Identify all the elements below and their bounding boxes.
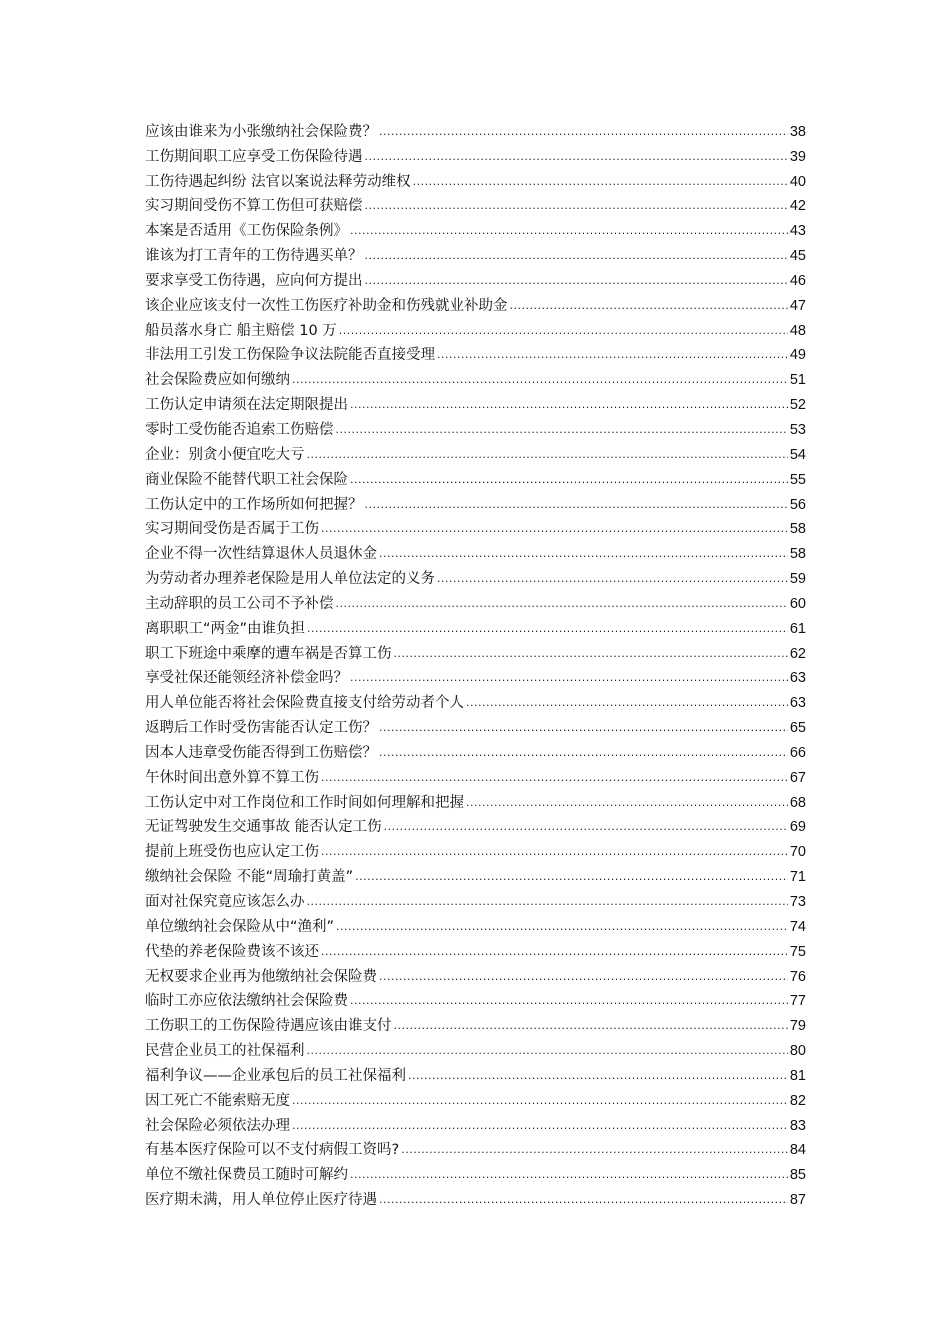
toc-entry-page-number: 47: [789, 297, 806, 314]
toc-entry-page-number: 70: [789, 844, 806, 861]
toc-entry[interactable]: [145, 191, 806, 216]
toc-entry-title: 谁该为打工青年的工伤待遇买单？: [145, 248, 363, 265]
toc-entry-page-number: 81: [789, 1067, 806, 1084]
toc-entry[interactable]: [145, 638, 806, 663]
toc-entry-page-number: 85: [789, 1167, 806, 1184]
toc-entry[interactable]: [145, 936, 806, 961]
toc-entry-title: 缴纳社会保险 不能“周瑜打黄盖”: [145, 869, 354, 886]
toc-entry-page-number: 61: [789, 620, 806, 637]
toc-dot-leader: [339, 322, 788, 340]
toc-entry[interactable]: [145, 315, 806, 340]
toc-entry-title: 代垫的养老保险费该不该还: [145, 943, 319, 960]
toc-entry-title: 企业：别贪小便宜吃大亏: [145, 446, 305, 463]
toc-dot-leader: [413, 173, 788, 191]
toc-dot-leader: [350, 669, 788, 687]
toc-entry-page-number: 59: [789, 571, 806, 588]
toc-entry-page-number: 62: [789, 645, 806, 662]
toc-entry-page-number: 69: [789, 819, 806, 836]
toc-entry-title: 船员落水身亡 船主赔偿 10 万: [145, 322, 337, 339]
toc-entry-title: 有基本医疗保险可以不支付病假工资吗?: [145, 1142, 400, 1159]
toc-dot-leader: [350, 471, 788, 489]
toc-entry-title: 工伤职工的工伤保险待遇应该由谁支付: [145, 1018, 392, 1035]
toc-entry-title: 工伤待遇起纠纷 法官以案说法释劳动维权: [145, 173, 411, 190]
toc-entry-page-number: 51: [789, 372, 806, 389]
toc-entry-title: 无证驾驶发生交通事故 能否认定工伤: [145, 819, 382, 836]
toc-entry-page-number: 58: [789, 521, 806, 538]
toc-entry-page-number: 76: [789, 968, 806, 985]
toc-entry-page-number: 42: [789, 198, 806, 215]
toc-dot-leader: [466, 694, 788, 712]
toc-dot-leader: [437, 346, 788, 364]
toc-entry-title: 本案是否适用《工伤保险条例》: [145, 223, 348, 240]
toc-dot-leader: [336, 918, 788, 936]
toc-entry-title: 企业不得一次性结算退休人员退休金: [145, 546, 377, 563]
toc-dot-leader: [365, 496, 788, 514]
toc-entry[interactable]: [145, 613, 806, 638]
toc-dot-leader: [394, 645, 788, 663]
toc-dot-leader: [307, 1042, 788, 1060]
toc-entry[interactable]: [145, 414, 806, 439]
toc-entry-title: 福利争议——企业承包后的员工社保福利: [145, 1067, 406, 1084]
toc-entry-page-number: 87: [789, 1192, 806, 1209]
toc-entry-page-number: 75: [789, 943, 806, 960]
toc-entry[interactable]: [145, 290, 806, 315]
toc-entry-page-number: 58: [789, 546, 806, 563]
toc-dot-leader: [510, 297, 788, 315]
toc-entry[interactable]: [145, 911, 806, 936]
toc-entry[interactable]: [145, 1110, 806, 1135]
toc-entry-title: 临时工亦应依法缴纳社会保险费: [145, 993, 348, 1010]
toc-entry[interactable]: [145, 836, 806, 861]
toc-dot-leader: [292, 1092, 788, 1110]
toc-entry-page-number: 48: [789, 322, 806, 339]
toc-dot-leader: [379, 123, 788, 141]
toc-entry-page-number: 52: [789, 397, 806, 414]
toc-dot-leader: [384, 818, 788, 836]
toc-entry-page-number: 54: [789, 446, 806, 463]
toc-entry-title: 职工下班途中乘摩的遭车祸是否算工伤: [145, 645, 392, 662]
toc-dot-leader: [321, 943, 788, 961]
toc-entry-page-number: 73: [789, 894, 806, 910]
toc-dot-leader: [307, 893, 788, 911]
toc-entry-title: 工伤认定中的工作场所如何把握？: [145, 496, 363, 513]
toc-entry-title: 因工死亡不能索赔无度: [145, 1092, 290, 1109]
toc-entry-title: 工伤认定中对工作岗位和工作时间如何理解和把握: [145, 794, 464, 811]
toc-entry-title: 该企业应该支付一次性工伤医疗补助金和伤残就业补助金: [145, 297, 508, 314]
toc-entry-title: 社会保险费应如何缴纳: [145, 372, 290, 389]
toc-entry-page-number: 39: [789, 148, 806, 165]
toc-entry[interactable]: [145, 1184, 806, 1209]
toc-entry-title: 实习期间受伤不算工伤但可获赔偿: [145, 198, 363, 215]
toc-entry-title: 应该由谁来为小张缴纳社会保险费？: [145, 123, 377, 140]
toc-dot-leader: [437, 570, 788, 588]
toc-entry-page-number: 71: [789, 869, 806, 886]
toc-entry[interactable]: [145, 489, 806, 514]
toc-dot-leader: [292, 1117, 788, 1135]
toc-dot-leader: [365, 197, 788, 215]
toc-entry-title: 因本人违章受伤能否得到工伤赔偿？: [145, 744, 377, 761]
toc-entry-title: 无权要求企业再为他缴纳社会保险费: [145, 968, 377, 985]
toc-dot-leader: [365, 272, 788, 290]
toc-entry[interactable]: [145, 737, 806, 762]
toc-entry-page-number: 49: [789, 347, 806, 364]
toc-entry-page-number: 55: [789, 471, 806, 488]
toc-entry-page-number: 46: [789, 272, 806, 289]
toc-entry[interactable]: [145, 1159, 806, 1184]
toc-entry[interactable]: [145, 265, 806, 290]
toc-entry-title: 返聘后工作时受伤害能否认定工伤？: [145, 720, 377, 737]
toc-entry[interactable]: [145, 812, 806, 837]
toc-dot-leader: [394, 1017, 788, 1035]
toc-entry-page-number: 65: [789, 720, 806, 737]
toc-entry-title: 零时工受伤能否追索工伤赔偿: [145, 421, 334, 438]
toc-entry-page-number: 67: [789, 769, 806, 786]
toc-entry[interactable]: [145, 340, 806, 365]
toc-entry-page-number: 82: [789, 1092, 806, 1109]
toc-dot-leader: [408, 1067, 788, 1085]
toc-entry[interactable]: [145, 364, 806, 389]
toc-entry-page-number: 45: [789, 248, 806, 265]
toc-entry-title: 非法用工引发工伤保险争议法院能否直接受理: [145, 347, 435, 364]
toc-entry[interactable]: [145, 538, 806, 563]
toc-dot-leader: [379, 1191, 788, 1209]
toc-entry-title: 民营企业员工的社保福利: [145, 1043, 305, 1060]
toc-dot-leader: [350, 222, 788, 240]
toc-entry[interactable]: [145, 1135, 806, 1160]
toc-entry[interactable]: [145, 439, 806, 464]
toc-entry-page-number: 40: [789, 173, 806, 190]
toc-entry-title: 实习期间受伤是否属于工伤: [145, 521, 319, 538]
toc-entry-title: 工伤期间职工应享受工伤保险待遇: [145, 148, 363, 165]
toc-entry-title: 用人单位能否将社会保险费直接支付给劳动者个人: [145, 695, 464, 712]
toc-entry[interactable]: [145, 141, 806, 166]
toc-entry-page-number: 79: [789, 1018, 806, 1035]
toc-entry[interactable]: [145, 116, 806, 141]
toc-entry[interactable]: [145, 986, 806, 1011]
toc-entry[interactable]: [145, 464, 806, 489]
toc-entry-page-number: 84: [789, 1142, 806, 1159]
toc-entry[interactable]: [145, 514, 806, 539]
toc-entry-title: 为劳动者办理养老保险是用人单位法定的义务: [145, 571, 435, 588]
toc-entry-page-number: 77: [789, 993, 806, 1010]
toc-entry-page-number: 38: [789, 123, 806, 140]
toc-dot-leader: [350, 1166, 788, 1184]
toc-entry[interactable]: [145, 663, 806, 688]
toc-entry-title: 提前上班受伤也应认定工伤: [145, 844, 319, 861]
toc-entry[interactable]: [145, 861, 806, 886]
toc-dot-leader: [336, 595, 788, 613]
toc-entry-title: 工伤认定申请须在法定期限提出: [145, 397, 348, 414]
toc-entry[interactable]: [145, 762, 806, 787]
toc-entry[interactable]: [145, 563, 806, 588]
toc-dot-leader: [401, 1141, 788, 1159]
toc-entry-title: 社会保险必须依法办理: [145, 1117, 290, 1134]
toc-entry[interactable]: [145, 886, 806, 911]
toc-entry[interactable]: [145, 787, 806, 812]
toc-entry[interactable]: [145, 1085, 806, 1110]
toc-dot-leader: [365, 148, 788, 166]
toc-dot-leader: [466, 794, 788, 812]
toc-entry[interactable]: [145, 215, 806, 240]
toc-entry-title: 离职职工“两金”由谁负担: [145, 620, 306, 637]
toc-entry-page-number: 83: [789, 1117, 806, 1134]
toc-dot-leader: [379, 744, 788, 762]
toc-entry[interactable]: [145, 166, 806, 191]
toc-entry-title: 要求享受工伤待遇，应向何方提出: [145, 272, 363, 289]
toc-dot-leader: [379, 968, 788, 986]
toc-entry-page-number: 80: [789, 1043, 806, 1060]
toc-entry-title: 面对社保究竟应该怎么办: [145, 894, 305, 910]
toc-entry-page-number: 63: [789, 695, 806, 712]
toc-entry-title: 主动辞职的员工公司不予补偿: [145, 595, 334, 612]
toc-dot-leader: [379, 545, 788, 563]
toc-entry-page-number: 66: [789, 744, 806, 761]
toc-dot-leader: [336, 421, 788, 439]
toc-entry[interactable]: [145, 1010, 806, 1035]
toc-dot-leader: [350, 396, 788, 414]
toc-dot-leader: [321, 769, 788, 787]
toc-dot-leader: [350, 992, 788, 1010]
toc-entry-title: 享受社保还能领经济补偿金吗？: [145, 670, 348, 687]
toc-entry-page-number: 56: [789, 496, 806, 513]
toc-entry[interactable]: [145, 1035, 806, 1060]
toc-entry-title: 午休时间出意外算不算工伤: [145, 769, 319, 786]
toc-entry-page-number: 60: [789, 595, 806, 612]
toc-entry[interactable]: [145, 389, 806, 414]
toc-dot-leader: [307, 446, 788, 464]
toc-dot-leader: [292, 371, 788, 389]
toc-entry-title: 单位不缴社保费员工随时可解约: [145, 1167, 348, 1184]
toc-entry-page-number: 63: [789, 670, 806, 687]
toc-entry[interactable]: [145, 240, 806, 265]
table-of-contents: [145, 116, 806, 1209]
toc-dot-leader: [321, 520, 788, 538]
toc-entry[interactable]: [145, 961, 806, 986]
toc-dot-leader: [321, 843, 788, 861]
toc-entry-page-number: 53: [789, 421, 806, 438]
toc-entry[interactable]: [145, 712, 806, 737]
toc-entry[interactable]: [145, 588, 806, 613]
toc-entry-page-number: 68: [789, 794, 806, 811]
toc-dot-leader: [307, 620, 788, 638]
toc-entry-page-number: 43: [789, 223, 806, 240]
toc-entry[interactable]: [145, 1060, 806, 1085]
toc-entry-title: 医疗期未满，用人单位停止医疗待遇: [145, 1192, 377, 1209]
toc-entry-title: 单位缴纳社会保险从中“渔利”: [145, 918, 335, 935]
toc-entry-title: 商业保险不能替代职工社会保险: [145, 471, 348, 488]
toc-dot-leader: [365, 247, 788, 265]
toc-entry[interactable]: [145, 687, 806, 712]
toc-dot-leader: [379, 719, 788, 737]
toc-dot-leader: [355, 868, 788, 886]
toc-entry-page-number: 74: [789, 918, 806, 935]
